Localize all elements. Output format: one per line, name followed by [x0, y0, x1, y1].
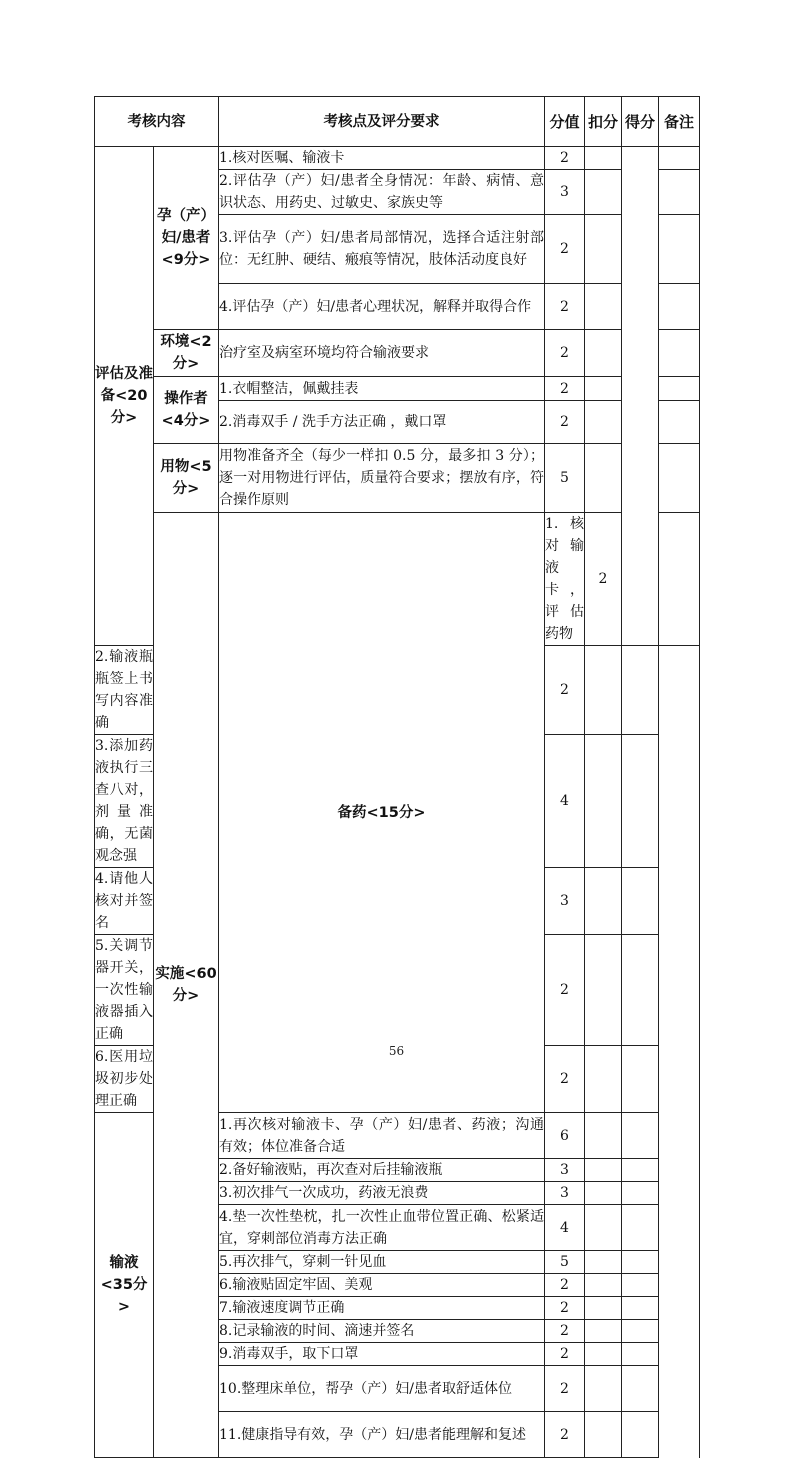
category-implementation: 实施<60分>: [154, 513, 219, 1458]
remarks-cell: [622, 1205, 659, 1251]
requirement-text: 1.再次核对输液卡、孕（产）妇/患者、药液；沟通有效；体位准备合适: [219, 1113, 545, 1159]
score-value: 2: [585, 513, 622, 646]
deduct-cell: [585, 868, 622, 935]
remarks-cell: [622, 868, 659, 935]
scoring-table-body: [95, 97, 700, 1458]
requirement-text: 2.消毒双手 / 洗手方法正确 ，戴口罩: [219, 401, 545, 444]
deduct-cell: [585, 330, 622, 377]
deduct-cell: [585, 170, 622, 215]
requirement-text: 用物准备齐全（每少一样扣 0.5 分，最多扣 3 分）；逐一对用物进行评估，质量符合要求；摆放有序，符合操作原则: [219, 444, 545, 513]
score-value: 4: [545, 735, 585, 868]
score-value: 2: [545, 147, 585, 170]
score-value: 2: [545, 377, 585, 401]
remarks-cell: [622, 1343, 659, 1366]
deduct-cell: [585, 935, 622, 1046]
score-value: 2: [545, 1412, 585, 1458]
requirement-text: 2.评估孕（产）妇/患者全身情况：年龄、病情、意识状态、用药史、过敏史、家族史等: [219, 170, 545, 215]
score-value: 2: [545, 646, 585, 735]
remarks-cell: [622, 1274, 659, 1297]
group-environment: 环境<2分>: [154, 330, 219, 377]
score-value: 2: [545, 1297, 585, 1320]
score-value: 2: [545, 935, 585, 1046]
deduct-cell: [585, 284, 622, 330]
score-value: 2: [545, 330, 585, 377]
remarks-cell: [659, 147, 700, 170]
score-value: 2: [545, 215, 585, 284]
score-value: 4: [545, 1205, 585, 1251]
remarks-cell: [622, 1412, 659, 1458]
deduct-cell: [585, 1343, 622, 1366]
requirement-text: 10.整理床单位，帮孕（产）妇/患者取舒适体位: [219, 1366, 545, 1412]
page-number: 56: [388, 1044, 405, 1058]
requirement-text: 治疗室及病室环境均符合输液要求: [219, 330, 545, 377]
deduct-cell: [585, 215, 622, 284]
earned-cell: [622, 147, 659, 646]
score-value: 2: [545, 1274, 585, 1297]
score-value: 6: [545, 1113, 585, 1159]
score-value: 5: [545, 1251, 585, 1274]
table-row: [95, 377, 700, 401]
requirement-text: 1.核对医嘱、输液卡: [219, 147, 545, 170]
remarks-cell: [622, 1159, 659, 1182]
group-drug-prep: 备药<15分>: [219, 513, 545, 1113]
remarks-cell: [659, 284, 700, 330]
deduct-cell: [659, 513, 700, 646]
deduct-cell: [585, 1182, 622, 1205]
deduct-cell: [585, 646, 622, 735]
deduct-cell: [585, 1412, 622, 1458]
requirement-text: 2.输液瓶瓶签上书写内容准确: [95, 646, 154, 735]
score-value: 5: [545, 444, 585, 513]
deduct-cell: [585, 1297, 622, 1320]
requirement-text: 6.输液贴固定牢固、美观: [219, 1274, 545, 1297]
requirement-text: 2.备好输液贴，再次查对后挂输液瓶: [219, 1159, 545, 1182]
score-value: 3: [545, 868, 585, 935]
requirement-text: 11.健康指导有效，孕（产）妇/患者能理解和复述: [219, 1412, 545, 1458]
table-row: [95, 147, 700, 170]
remarks-cell: [622, 1297, 659, 1320]
remarks-cell: [659, 215, 700, 284]
requirement-text: 4.请他人核对并签名: [95, 868, 154, 935]
requirement-text: 5.关调节器开关，一次性输液器插入正确: [95, 935, 154, 1046]
table-header-row: [95, 97, 700, 147]
requirement-text: 5.再次排气，穿刺一针见血: [219, 1251, 545, 1274]
remarks-cell: [622, 1366, 659, 1412]
score-value: 2: [545, 1046, 585, 1113]
category-assessment-prep: 评估及准备<20分>: [95, 147, 154, 646]
requirement-text: 3.添加药液执行三查八对，剂量准确，无菌观念强: [95, 735, 154, 868]
deduct-cell: [585, 1274, 622, 1297]
remarks-cell: [622, 1113, 659, 1159]
score-value: 2: [545, 1366, 585, 1412]
requirement-text: 4.评估孕（产）妇/患者心理状况，解释并取得合作: [219, 284, 545, 330]
remarks-cell: [622, 1251, 659, 1274]
group-patient: 孕（产）妇/患者<9分>: [154, 147, 219, 330]
header-earned: 得分: [622, 97, 659, 147]
requirement-text: 8.记录输液的时间、滴速并签名: [219, 1320, 545, 1343]
remarks-cell: [659, 444, 700, 513]
remarks-cell: [659, 377, 700, 401]
score-value: 2: [545, 284, 585, 330]
score-value: 2: [545, 1320, 585, 1343]
requirement-text: 1.衣帽整洁，佩戴挂表: [219, 377, 545, 401]
header-score: 分值: [545, 97, 585, 147]
deduct-cell: [585, 1113, 622, 1159]
score-value: 2: [545, 401, 585, 444]
group-supplies: 用物<5分>: [154, 444, 219, 513]
group-infusion: 输液<35分>: [95, 1113, 154, 1458]
remarks-cell: [622, 935, 659, 1046]
requirement-text: 3.初次排气一次成功，药液无浪费: [219, 1182, 545, 1205]
header-content: 考核内容: [95, 97, 219, 147]
requirement-text: 6.医用垃圾初步处理正确: [95, 1046, 154, 1113]
table-row: [95, 444, 700, 513]
requirement-text: 1.核对输液卡，评估药物: [545, 513, 585, 646]
header-points: 考核点及评分要求: [219, 97, 545, 147]
deduct-cell: [585, 377, 622, 401]
header-remarks: 备注: [659, 97, 700, 147]
remarks-cell: [659, 401, 700, 444]
requirement-text: 3.评估孕（产）妇/患者局部情况，选择合适注射部位：无红肿、硬结、瘢痕等情况，肢体活动度良好: [219, 215, 545, 284]
group-operator: 操作者<4分>: [154, 377, 219, 444]
requirement-text: 9.消毒双手，取下口罩: [219, 1343, 545, 1366]
score-value: 3: [545, 1159, 585, 1182]
table-row: [95, 513, 700, 646]
remarks-cell: [622, 646, 659, 735]
remarks-cell: [622, 1320, 659, 1343]
deduct-cell: [585, 444, 622, 513]
requirement-text: 7.输液速度调节正确: [219, 1297, 545, 1320]
header-deduct: 扣分: [585, 97, 622, 147]
score-value: 3: [545, 170, 585, 215]
deduct-cell: [585, 1251, 622, 1274]
remarks-cell: [659, 330, 700, 377]
deduct-cell: [585, 147, 622, 170]
deduct-cell: [585, 1205, 622, 1251]
remarks-cell: [622, 1182, 659, 1205]
scoring-table: [94, 96, 700, 1458]
deduct-cell: [585, 1320, 622, 1343]
deduct-cell: [585, 735, 622, 868]
requirement-text: 4.垫一次性垫枕，扎一次性止血带位置正确、松紧适宜，穿刺部位消毒方法正确: [219, 1205, 545, 1251]
deduct-cell: [585, 401, 622, 444]
deduct-cell: [585, 1366, 622, 1412]
deduct-cell: [585, 1159, 622, 1182]
remarks-cell: [659, 170, 700, 215]
score-value: 2: [545, 1343, 585, 1366]
table-row: [95, 330, 700, 377]
remarks-cell: [622, 735, 659, 868]
score-value: 3: [545, 1182, 585, 1205]
